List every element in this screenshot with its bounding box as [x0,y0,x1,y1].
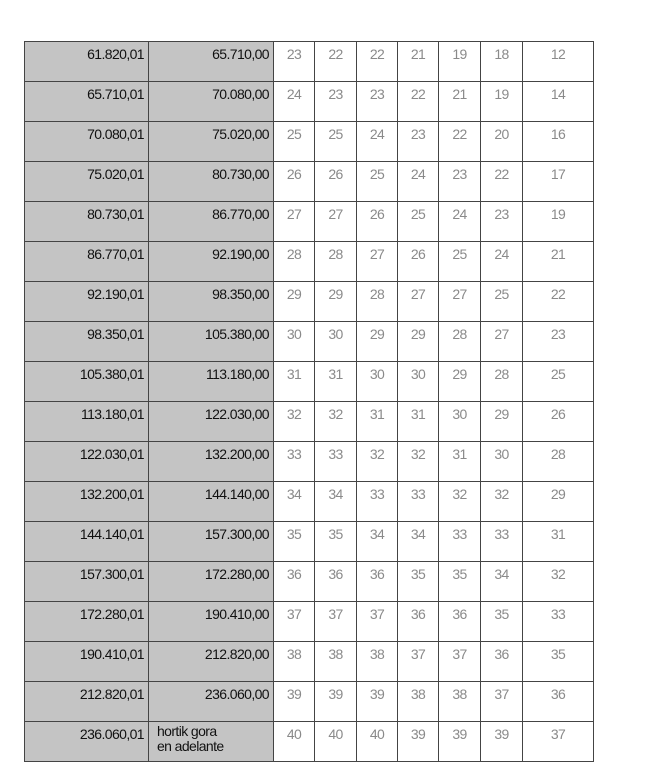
rate-cell: 37 [439,642,481,682]
range-from-cell: 92.190,01 [25,282,149,322]
rate-cell: 30 [398,362,439,402]
range-from-cell: 65.710,01 [25,82,149,122]
rate-cell: 31 [398,402,439,442]
withholding-rate-table [24,41,594,762]
rate-cell: 35 [523,642,594,682]
rate-cell: 25 [274,122,315,162]
rate-cell: 27 [357,242,398,282]
rate-cell: 32 [481,482,523,522]
range-from-cell: 236.060,01 [25,722,149,762]
rate-cell: 33 [315,442,357,482]
rate-cell: 33 [357,482,398,522]
rate-cell: 38 [315,642,357,682]
range-to-cell: 92.190,00 [149,242,274,282]
range-from-cell: 75.020,01 [25,162,149,202]
range-from-cell: 172.280,01 [25,602,149,642]
table-row [25,322,594,362]
table-row [25,242,594,282]
rate-cell: 29 [315,282,357,322]
range-to-line1: hortik gora [157,723,217,739]
rate-cell: 22 [523,282,594,322]
rate-cell: 28 [439,322,481,362]
range-to-cell: 65.710,00 [149,42,274,82]
table-row [25,122,594,162]
rate-cell: 22 [315,42,357,82]
rate-cell: 32 [274,402,315,442]
rate-cell: 29 [439,362,481,402]
rate-cell: 12 [523,42,594,82]
rate-cell: 28 [274,242,315,282]
rate-cell: 30 [315,322,357,362]
table-row [25,42,594,82]
rate-cell: 19 [439,42,481,82]
rate-cell: 26 [357,202,398,242]
range-to-cell: 122.030,00 [149,402,274,442]
rate-cell: 29 [398,322,439,362]
rate-cell: 25 [439,242,481,282]
rate-cell: 39 [398,722,439,762]
range-from-cell: 70.080,01 [25,122,149,162]
table-row [25,482,594,522]
range-to-line2: en adelante [157,738,224,754]
range-from-cell: 98.350,01 [25,322,149,362]
table-row [25,442,594,482]
range-to-cell: 98.350,00 [149,282,274,322]
rate-cell: 39 [439,722,481,762]
rate-cell: 16 [523,122,594,162]
rate-cell: 25 [398,202,439,242]
range-to-cell: 75.020,00 [149,122,274,162]
range-to-cell [149,722,274,762]
rate-cell: 38 [439,682,481,722]
rate-cell: 19 [523,202,594,242]
rate-cell: 40 [274,722,315,762]
table-row [25,82,594,122]
range-to-cell: 70.080,00 [149,82,274,122]
rate-cell: 32 [357,442,398,482]
table-body [25,42,594,762]
rate-cell: 35 [315,522,357,562]
rate-cell: 37 [357,602,398,642]
range-from-cell: 190.410,01 [25,642,149,682]
rate-cell: 36 [398,602,439,642]
rate-cell: 35 [439,562,481,602]
rate-cell: 36 [439,602,481,642]
rate-cell: 23 [398,122,439,162]
rate-cell: 24 [398,162,439,202]
rate-cell: 23 [439,162,481,202]
table-row [25,402,594,442]
rate-cell: 36 [523,682,594,722]
rate-cell: 34 [274,482,315,522]
rate-cell: 34 [398,522,439,562]
range-from-cell: 80.730,01 [25,202,149,242]
range-to-cell: 86.770,00 [149,202,274,242]
range-from-cell: 157.300,01 [25,562,149,602]
rate-cell: 36 [357,562,398,602]
rate-cell: 26 [274,162,315,202]
rate-cell: 22 [398,82,439,122]
rate-cell: 30 [357,362,398,402]
rate-cell: 33 [523,602,594,642]
rate-cell: 26 [523,402,594,442]
range-from-cell: 61.820,01 [25,42,149,82]
rate-cell: 39 [315,682,357,722]
table-row [25,162,594,202]
rate-cell: 26 [398,242,439,282]
rate-cell: 33 [274,442,315,482]
table-row [25,362,594,402]
rate-cell: 22 [439,122,481,162]
rate-cell: 30 [439,402,481,442]
rate-cell: 32 [398,442,439,482]
rate-cell: 23 [315,82,357,122]
range-from-cell: 122.030,01 [25,442,149,482]
rate-cell: 31 [357,402,398,442]
table-row [25,722,594,762]
rate-cell: 39 [274,682,315,722]
rate-cell: 31 [274,362,315,402]
rate-cell: 25 [315,122,357,162]
rate-cell: 40 [357,722,398,762]
range-to-cell: 212.820,00 [149,642,274,682]
rate-cell: 32 [439,482,481,522]
rate-cell: 35 [274,522,315,562]
range-to-cell: 157.300,00 [149,522,274,562]
range-to-cell: 172.280,00 [149,562,274,602]
rate-cell: 23 [357,82,398,122]
rate-cell: 27 [398,282,439,322]
rate-cell: 28 [481,362,523,402]
table-row [25,282,594,322]
table-row [25,642,594,682]
rate-cell: 19 [481,82,523,122]
rate-cell: 34 [357,522,398,562]
range-to-cell: 80.730,00 [149,162,274,202]
range-to-cell: 105.380,00 [149,322,274,362]
rate-cell: 37 [315,602,357,642]
rate-cell: 27 [439,282,481,322]
rate-cell: 38 [274,642,315,682]
rate-cell: 28 [523,442,594,482]
rate-cell: 35 [481,602,523,642]
rate-cell: 29 [481,402,523,442]
rate-cell: 38 [357,642,398,682]
rate-cell: 33 [439,522,481,562]
rate-cell: 24 [439,202,481,242]
rate-cell: 36 [274,562,315,602]
rate-cell: 39 [481,722,523,762]
rate-cell: 21 [523,242,594,282]
range-to-cell: 132.200,00 [149,442,274,482]
rate-cell: 36 [481,642,523,682]
rate-cell: 37 [481,682,523,722]
rate-cell: 24 [274,82,315,122]
rate-cell: 25 [481,282,523,322]
rate-cell: 32 [523,562,594,602]
rate-cell: 18 [481,42,523,82]
range-to-cell: 113.180,00 [149,362,274,402]
range-to-cell: 144.140,00 [149,482,274,522]
rate-cell: 27 [315,202,357,242]
range-from-cell: 132.200,01 [25,482,149,522]
range-from-cell: 86.770,01 [25,242,149,282]
rate-cell: 34 [315,482,357,522]
rate-cell: 37 [398,642,439,682]
rate-cell: 27 [481,322,523,362]
rate-cell: 24 [357,122,398,162]
rate-cell: 20 [481,122,523,162]
rate-cell: 34 [481,562,523,602]
rate-cell: 24 [481,242,523,282]
rate-cell: 31 [523,522,594,562]
table-row [25,202,594,242]
rate-cell: 32 [315,402,357,442]
rate-cell: 31 [315,362,357,402]
range-from-cell: 113.180,01 [25,402,149,442]
range-to-cell: 236.060,00 [149,682,274,722]
range-from-cell: 144.140,01 [25,522,149,562]
rate-cell: 40 [315,722,357,762]
rate-cell: 21 [398,42,439,82]
rate-cell: 37 [274,602,315,642]
rate-cell: 30 [274,322,315,362]
rate-cell: 14 [523,82,594,122]
range-from-cell: 105.380,01 [25,362,149,402]
rate-cell: 23 [274,42,315,82]
table-row [25,602,594,642]
rate-cell: 37 [523,722,594,762]
rate-cell: 21 [439,82,481,122]
rate-cell: 36 [315,562,357,602]
rate-cell: 29 [357,322,398,362]
rate-cell: 33 [398,482,439,522]
rate-cell: 26 [315,162,357,202]
rate-cell: 35 [398,562,439,602]
rate-cell: 23 [523,322,594,362]
rate-cell: 30 [481,442,523,482]
rate-cell: 22 [357,42,398,82]
rate-cell: 29 [274,282,315,322]
rate-cell: 33 [481,522,523,562]
table-row [25,682,594,722]
rate-cell: 31 [439,442,481,482]
rate-cell: 22 [481,162,523,202]
rate-cell: 28 [357,282,398,322]
table-row [25,522,594,562]
table-row [25,562,594,602]
rate-cell: 25 [357,162,398,202]
rate-cell: 29 [523,482,594,522]
range-from-cell: 212.820,01 [25,682,149,722]
rate-cell: 17 [523,162,594,202]
rate-cell: 28 [315,242,357,282]
rate-cell: 27 [274,202,315,242]
rate-cell: 23 [481,202,523,242]
range-to-cell: 190.410,00 [149,602,274,642]
rate-cell: 38 [398,682,439,722]
rate-cell: 39 [357,682,398,722]
rate-cell: 25 [523,362,594,402]
